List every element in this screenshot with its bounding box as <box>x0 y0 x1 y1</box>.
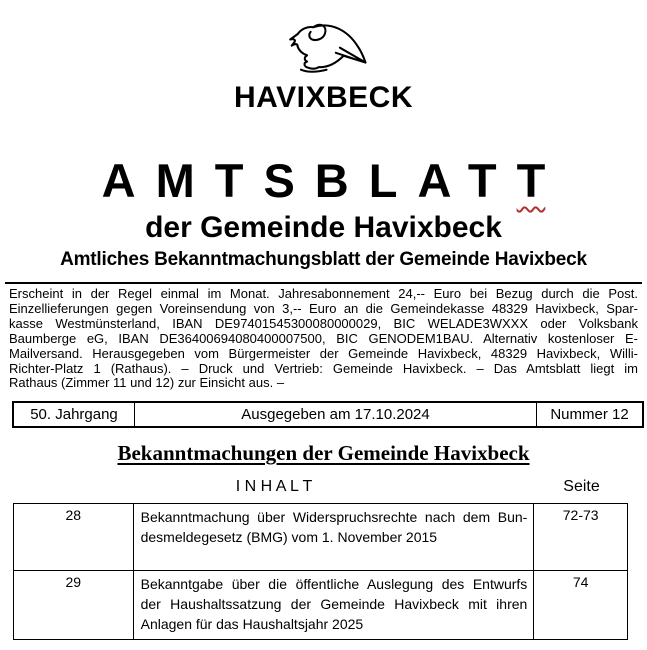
toc-row <box>14 504 627 570</box>
gazette-title-main: AMTSBLAT <box>101 154 517 207</box>
imprint-line: Richter-Platz 1 (Rathaus). – Druck und Vertrieb: Gemeinde Havixbeck. – Das Amtsblatt liegt im <box>9 360 638 376</box>
issue-bar <box>12 401 644 428</box>
imprint-line: Einzellieferungen gegen Voreinsendung von 3,-- Euro an die Gemeindekasse 48329 Havixbeck, Spar- <box>9 300 638 316</box>
issue-date: Ausgegeben am 17.10.2024 <box>135 403 537 426</box>
municipal-logo <box>0 0 647 113</box>
gazette-title <box>0 154 647 207</box>
masthead-divider <box>5 282 642 284</box>
toc-entry-pages: 74 <box>572 574 589 591</box>
imprint-line: Rathaus (Zimmer 11 und 12) zur Einsicht aus. – <box>9 375 285 391</box>
issue-number: Nummer 12 <box>550 406 629 424</box>
toc-description-line: Anlagen für das Haushaltsjahr 2025 <box>140 616 364 633</box>
imprint-line: kasse Westmünsterland, IBAN DE97401545300080000029, BIC WELADE3WXXX oder Volksbank <box>9 315 638 331</box>
announcements-heading: Bekanntmachungen der Gemeinde Havixbeck <box>117 441 530 466</box>
logo-wordmark: HAVIXBECK <box>234 81 413 114</box>
toc-description-line: der Haushaltssatzung der Gemeinde Havixbeck mit ihren <box>140 596 528 613</box>
toc-table <box>13 503 628 640</box>
gazette-subtitle: der Gemeinde Havixbeck <box>145 211 502 244</box>
gazette-title-last-letter-spellcheck: T <box>516 154 546 207</box>
imprint-line: Erscheint in der Regel einmal im Monat. Jahresabonnement 24,-- Euro bei Bezug durch die Post. <box>9 286 638 301</box>
imprint-paragraph <box>9 287 638 391</box>
toc-description-line: Bekanntgabe über die öffentliche Auslegung des Entwurfs <box>140 576 528 593</box>
imprint-line: Baumberge eG, IBAN DE36400694080400007500, BIC GENODEM1BAU. Alternativ kostenloser E- <box>9 330 638 346</box>
toc-row <box>14 570 627 639</box>
toc-description-line: desmeldegesetz (BMG) vom 1. November 2015 <box>140 529 438 546</box>
toc-description-line: Bekanntmachung über Widerspruchsrechte nach dem Bun- <box>140 509 528 526</box>
seite-label: Seite <box>563 478 600 496</box>
imprint-line: Mailversand. Herausgegeben vom Bürgermeister der Gemeinde Havixbeck, 48329 Havixbeck, Willi- <box>9 345 638 361</box>
toc-entry-description <box>134 504 535 570</box>
toc-entry-number: 28 <box>14 504 134 570</box>
toc-entry-pages: 72-73 <box>562 507 599 524</box>
gazette-subtitle-official: Amtliches Bekanntmachungsblatt der Gemeinde Havixbeck <box>60 249 587 270</box>
inhalt-label: I N H A L T <box>235 478 313 496</box>
toc-entry-description <box>134 571 535 639</box>
toc-header <box>13 478 628 496</box>
issue-volume: 50. Jahrgang <box>14 403 135 426</box>
falcon-icon <box>278 18 370 82</box>
toc-entry-number: 29 <box>14 571 134 639</box>
